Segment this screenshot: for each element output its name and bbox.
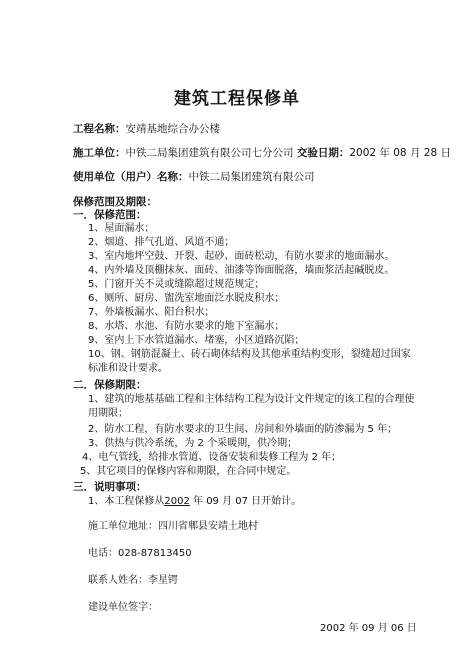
warranty-start-year: 2002 bbox=[164, 496, 190, 507]
user-unit-row bbox=[73, 170, 315, 184]
scope-item: 3、室内地坪空鼓、开裂、起砂、面砖松动，有防水要求的地面漏水。 bbox=[88, 251, 395, 262]
scope-item: 10、钢、钢筋混凝土、砖石砌体结构及其他承重结构变形，裂缝超过国家标准和设计要求。 bbox=[88, 349, 411, 374]
phone-label: 电话： bbox=[88, 548, 118, 559]
warranty-start-note bbox=[88, 495, 301, 508]
section2-heading: 二．保修期限： bbox=[73, 379, 147, 391]
period-item: 2、防水工程，有防水要求的卫生间、房间和外墙面的防渗漏为 5 年； bbox=[88, 424, 398, 435]
address-row bbox=[88, 520, 258, 533]
scope-item: 1、屋面漏水； bbox=[88, 223, 155, 234]
address-value: 四川省郫县安靖土地村 bbox=[158, 521, 258, 532]
scope-item: 2、烟道、排气孔道、风道不通； bbox=[88, 237, 235, 248]
period-item: 1、建筑的地基基础工程和主体结构工程为设计文件规定的该工程的合理使用期限； bbox=[88, 394, 415, 419]
document-title: 建筑工程保修单 bbox=[174, 89, 300, 109]
user-unit-label: 使用单位（用户）名称： bbox=[73, 171, 189, 183]
warranty-start-prefix: 1、本工程保修从 bbox=[88, 496, 165, 507]
signature-label: 建设单位签字： bbox=[88, 602, 158, 613]
scope-item: 6、厕所、厨房、盥洗室地面泛水脱皮积水； bbox=[88, 293, 285, 304]
scope-item: 4、内外墙及顶棚抹灰、面砖、油漆等饰面脱落，墙面浆活起碱脱皮。 bbox=[88, 265, 395, 276]
contact-label: 联系人姓名： bbox=[88, 575, 148, 586]
section3-heading: 三．说明事项： bbox=[73, 481, 147, 493]
project-name-value: 安靖基地综合办公楼 bbox=[125, 123, 220, 135]
phone-value: 028-87813450 bbox=[118, 548, 192, 559]
warranty-start-suffix: 年 09 月 07 日开始计。 bbox=[193, 496, 302, 507]
user-unit-value: 中铁二局集团建筑有限公司 bbox=[188, 171, 315, 183]
project-name-label: 工程名称： bbox=[73, 123, 126, 135]
section1-heading: 一．保修范围： bbox=[73, 209, 147, 221]
contact-row bbox=[88, 574, 178, 587]
phone-row bbox=[88, 547, 192, 560]
handover-date-value: 2002 年 08 月 28 日 bbox=[349, 147, 451, 159]
period-item: 5、其它项目的保修内容和期限，在合同中规定。 bbox=[80, 466, 297, 477]
construction-unit-value: 中铁二局集团建筑有限公司七分公司 bbox=[125, 147, 294, 159]
construction-unit-row bbox=[73, 146, 451, 160]
scope-header: 保修范围及期限： bbox=[73, 196, 157, 208]
construction-unit-label: 施工单位： bbox=[73, 147, 126, 159]
scope-item: 8、水塔、水池、有防水要求的地下室漏水； bbox=[88, 321, 285, 332]
period-item: 4、电气管线，给排水管道、设备安装和装修工程为 2 年； bbox=[82, 452, 342, 463]
scope-item: 7、外墙板漏水、阳台积水； bbox=[88, 307, 215, 318]
handover-date-label: 交验日期： bbox=[296, 147, 350, 159]
scope-item: 9、室内上下水管道漏水、堵塞，小区道路沉陷； bbox=[88, 335, 305, 346]
scope-item: 5、门窗开关不灵或缝隙超过规范规定； bbox=[88, 279, 265, 290]
contact-value: 李星锷 bbox=[148, 575, 178, 586]
sign-date: 2002 年 09 月 06 日 bbox=[320, 623, 417, 634]
project-name-row bbox=[73, 122, 220, 136]
period-item: 3、供热与供冷系统，为 2 个采暖期，供冷期； bbox=[88, 438, 298, 449]
address-label: 施工单位地址： bbox=[88, 521, 158, 532]
